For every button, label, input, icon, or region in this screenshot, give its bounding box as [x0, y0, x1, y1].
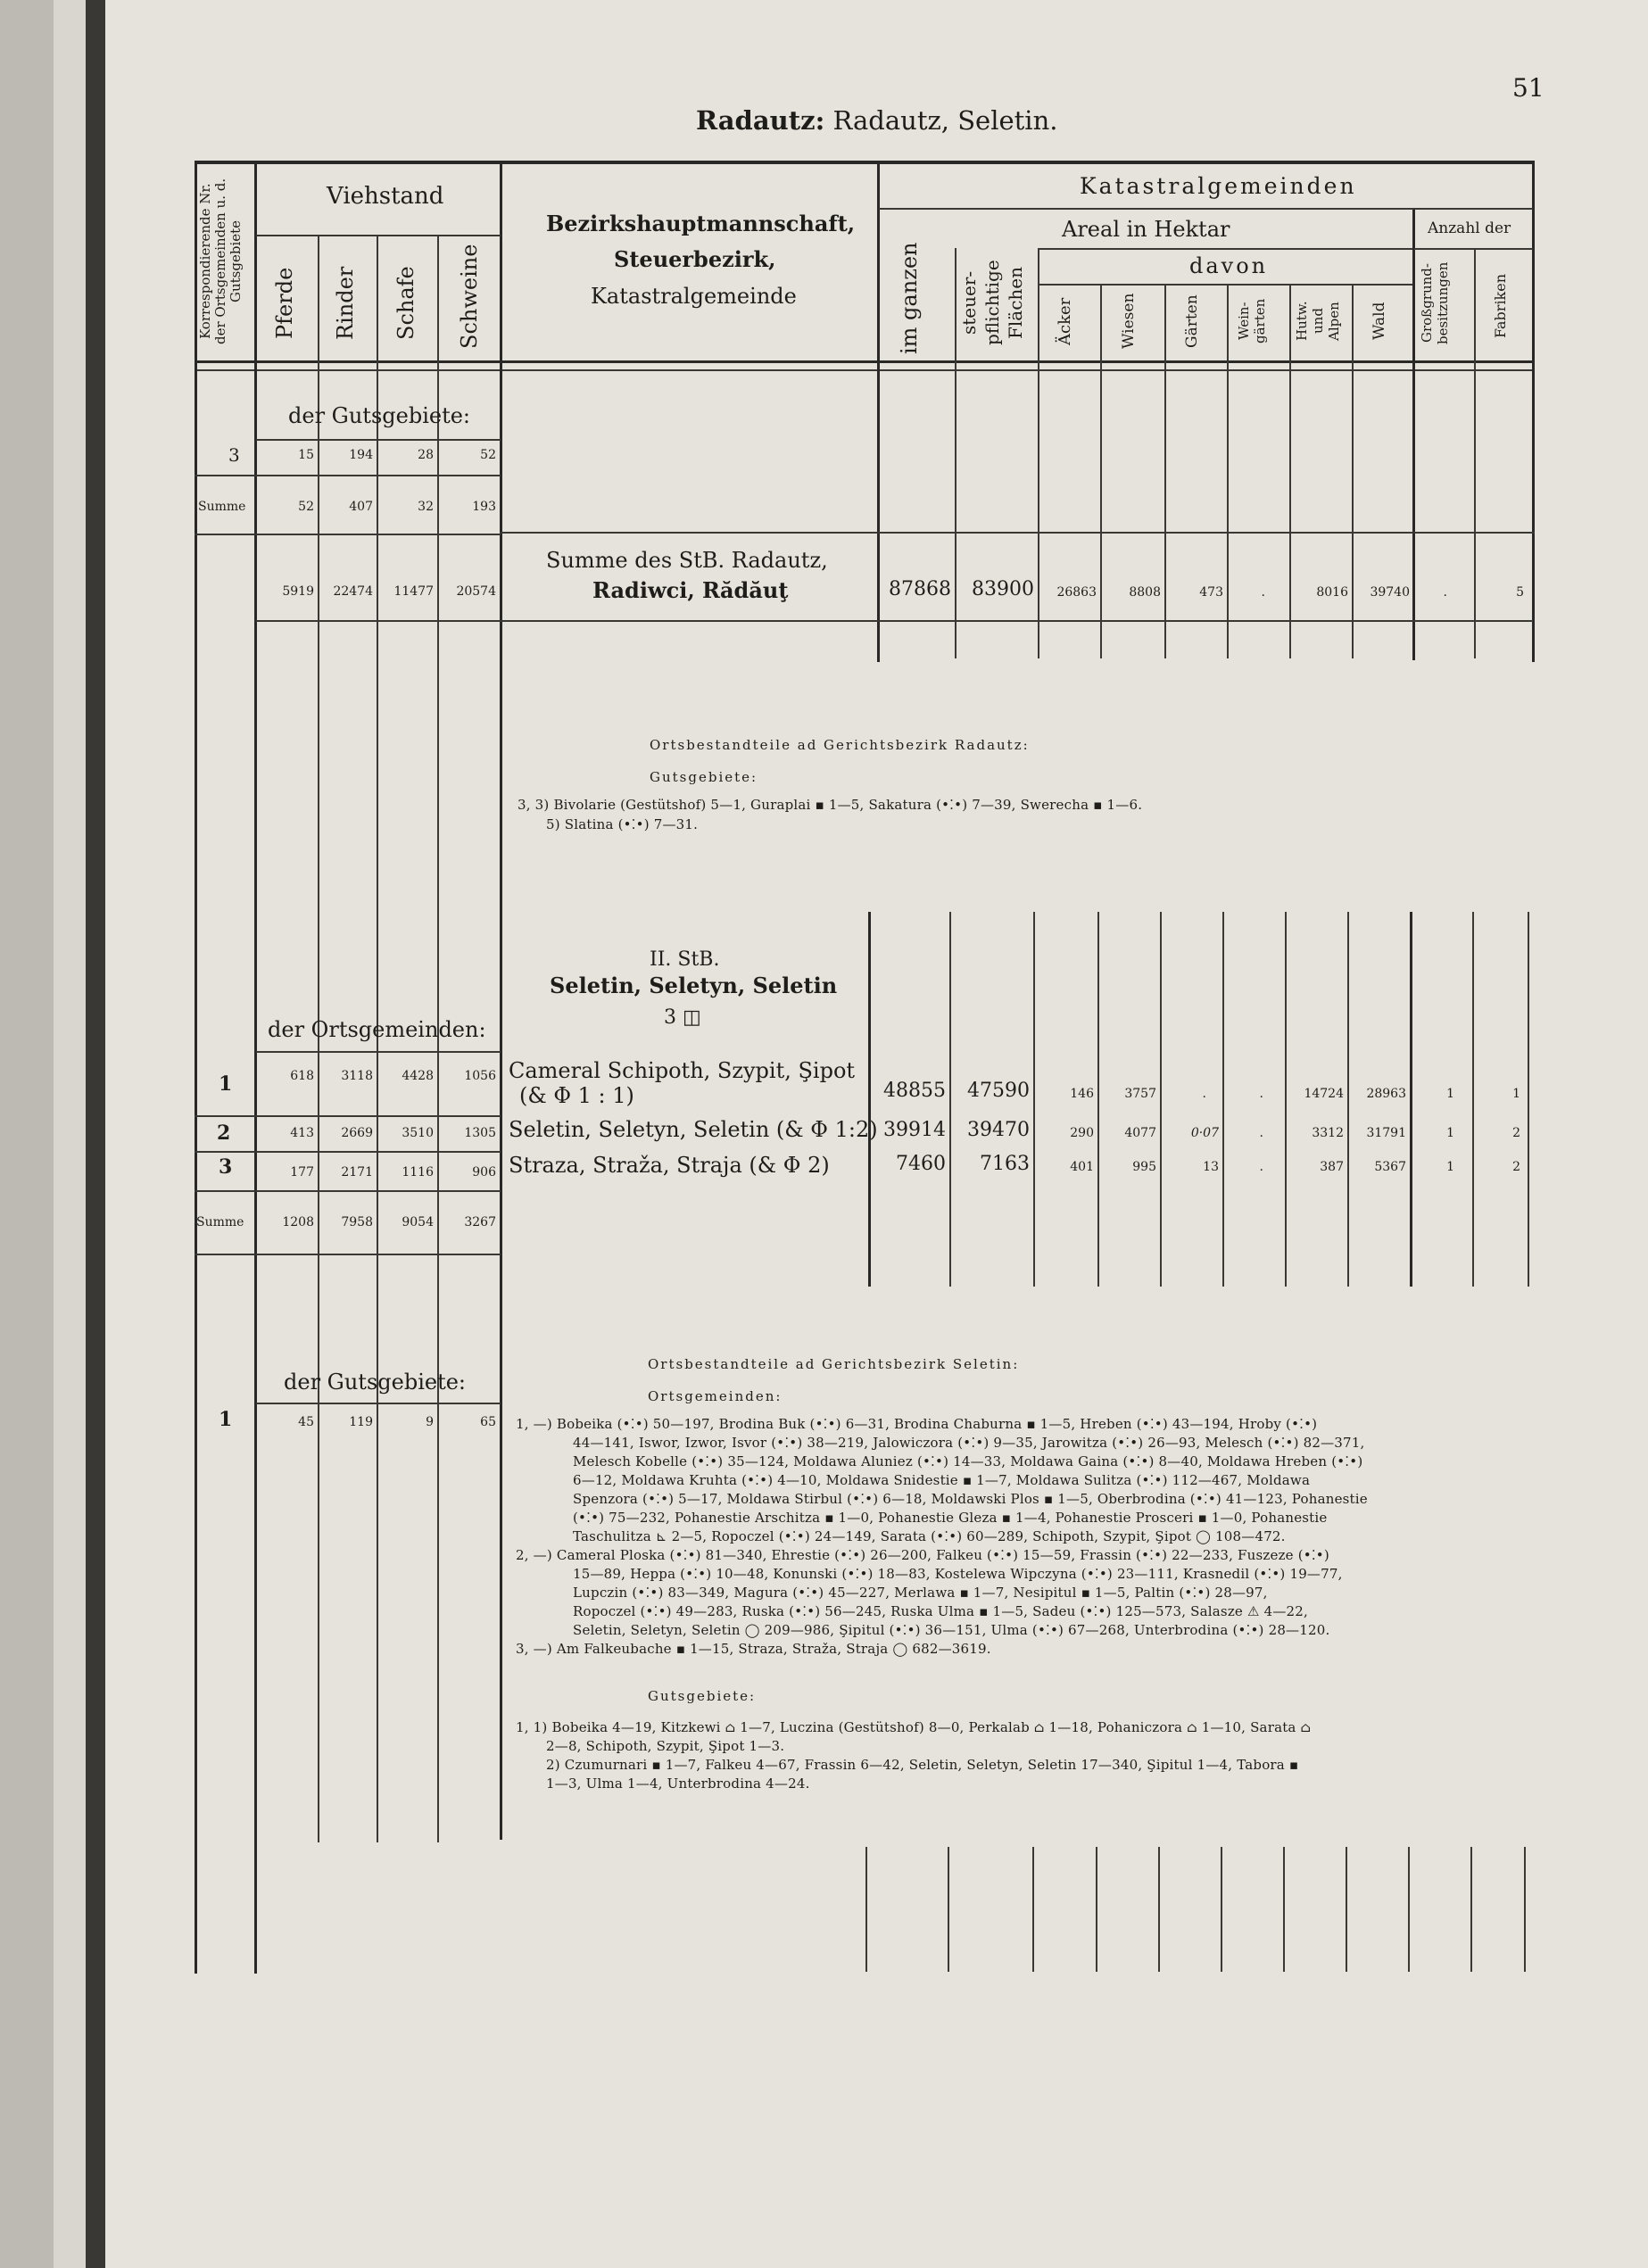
notes2-line: 1, —) Bobeika (•⁚•) 50—197, Brodina Buk (•⁚•) 6—31, Brodina Chaburna ▪ 1—5, Hreben (•⁚•) 43—194, Hroby (•⁚•) — [516, 1416, 1318, 1432]
s1-row3-rinder: 194 — [349, 448, 373, 462]
s2-r2-schweine: 1305 — [464, 1126, 496, 1140]
s2-r1-wald: 28963 — [1366, 1087, 1406, 1101]
vrule-nr — [254, 162, 257, 1974]
page-title-rest: Radautz, Seletin. — [832, 105, 1058, 136]
page-title — [696, 105, 1057, 136]
s2-r2-wald: 31791 — [1366, 1126, 1406, 1140]
s1-row3-schweine: 52 — [480, 448, 496, 462]
s2-r2-grossgrund: 1 — [1446, 1126, 1454, 1140]
kr-wald — [1352, 284, 1354, 658]
notes2-line: 3, —) Am Falkeubache ▪ 1—15, Straza, Straža, Straja ◯ 682—3619. — [516, 1641, 991, 1657]
s2-r1-name2: (& Φ 1 : 1) — [519, 1083, 634, 1108]
s1-stb-rinder: 22474 — [333, 584, 373, 599]
bottom-stub — [1221, 1847, 1222, 1972]
s2-r3-acker: 401 — [1070, 1160, 1094, 1174]
col-anzahl: Anzahl der — [1428, 219, 1511, 237]
s2-r3-gaerten: 13 — [1203, 1160, 1219, 1174]
vrule-name-right — [877, 162, 880, 662]
s1-row3-pferde: 15 — [298, 448, 314, 462]
notes2-heading: Ortsbestandteile ad Gerichtsbezirk Seletin: — [648, 1356, 1020, 1372]
s2-r3-grossgrund: 1 — [1446, 1160, 1454, 1174]
col-fabriken: Fabriken — [1492, 273, 1509, 338]
s2-r3-schafe: 1116 — [402, 1165, 434, 1180]
s2-summe-pferde: 1208 — [282, 1215, 314, 1229]
s2-summe-label: Summe — [196, 1215, 244, 1229]
col-steuerpfl: steuer- pflichtige Flächen — [958, 260, 1026, 346]
label-gutsgebiete-2: der Gutsgebiete: — [284, 1370, 466, 1395]
label-ortsgemeinden: der Ortsgemeinden: — [268, 1017, 486, 1042]
s2-r1-im-ganzen: 48855 — [883, 1080, 946, 1102]
bottom-stub — [1524, 1847, 1526, 1972]
col-pferde: Pferde — [272, 267, 297, 340]
notes2-line: Seletin, Seletyn, Seletin ◯ 209—986, Şipitul (•⁚•) 36—151, Ulma (•⁚•) 67—268, Unterbrodina (•⁚•) 28—120. — [573, 1622, 1330, 1638]
notes2-sub1: Ortsgemeinden: — [648, 1388, 783, 1404]
s1-stb-schweine: 20574 — [456, 584, 496, 599]
s2-r1-schweine: 1056 — [464, 1069, 496, 1083]
notes1-line2: 5) Slatina (•⁚•) 7—31. — [546, 816, 699, 832]
notes2-line: Taschulitza ⊾ 2—5, Ropoczel (•⁚•) 24—149, Sarata (•⁚•) 60—289, Schipoth, Szypit, Şipot ◯ 108—472. — [573, 1528, 1286, 1544]
col-acker: Äcker — [1056, 297, 1074, 345]
notes1-heading: Ortsbestandteile ad Gerichtsbezirk Radautz: — [650, 737, 1030, 753]
s2-summe-schafe: 9054 — [402, 1215, 434, 1229]
col-bezirk-2: Steuerbezirk, — [614, 246, 776, 272]
col-davon: davon — [1189, 253, 1269, 278]
s1-rule-name — [500, 532, 1535, 534]
s2-guts-rinder: 119 — [349, 1415, 373, 1429]
col-corr-nr: Korrespondierende Nr. der Ortsgemeinden u. d. Gutsgebiete — [197, 178, 244, 344]
s2-stb-2: Seletin, Seletyn, Seletin — [550, 973, 838, 998]
s1-stb-name-1: Summe des StB. Radautz, — [546, 548, 828, 573]
bottom-stub — [1283, 1847, 1285, 1972]
col-viehstand: Viehstand — [327, 183, 444, 210]
s2-r2-schafe: 3510 — [402, 1126, 434, 1140]
header-bottom-rule — [195, 360, 1535, 363]
kr-acker — [1038, 248, 1039, 658]
col-bezirk-1: Bezirkshauptmannschaft, — [546, 211, 856, 236]
notes2-line: Melesch Kobelle (•⁚•) 35—124, Moldawa Aluniez (•⁚•) 14—33, Moldawa Gaina (•⁚•) 8—40, Moldawa Hreben (•⁚•) — [573, 1453, 1363, 1469]
s1-stb-wiesen: 8808 — [1129, 585, 1161, 600]
s1-stb-hutw: 8016 — [1316, 585, 1348, 600]
s2-r2-steuerpfl: 39470 — [967, 1119, 1030, 1141]
s2-r1-acker: 146 — [1070, 1087, 1094, 1101]
s1-stb-schafe: 11477 — [393, 584, 434, 599]
s2-r2-acker: 290 — [1070, 1126, 1094, 1140]
s2-r3-fabriken: 2 — [1512, 1160, 1520, 1174]
s1-stb-grossgrund: . — [1443, 585, 1447, 600]
s2-r1-wein: . — [1259, 1087, 1263, 1101]
s1-stb-name-2: Radiwci, Rădăuţ — [592, 577, 789, 603]
s2-r3-nr: 3 — [219, 1155, 233, 1179]
col-schafe: Schafe — [393, 266, 418, 341]
notes2-line: (•⁚•) 75—232, Pohanestie Arschitza ▪ 1—0, Pohanestie Gleza ▪ 1—4, Pohanestie Prosceri ▪ 1—0, Pohanestie — [573, 1510, 1328, 1526]
col-schweine: Schweine — [457, 244, 482, 350]
notes2-sub2: Gutsgebiete: — [648, 1688, 757, 1704]
s1-stb-gaerten: 473 — [1199, 585, 1223, 600]
s2-stb-1: II. StB. — [650, 948, 720, 971]
bottom-stub — [1032, 1847, 1034, 1972]
col-im-ganzen: im ganzen — [897, 242, 922, 354]
s1-stb-im-ganzen: 87868 — [889, 578, 951, 600]
kr-wein — [1227, 284, 1229, 658]
notes2-line: 2, —) Cameral Ploska (•⁚•) 81—340, Ehrestie (•⁚•) 26—200, Falkeu (•⁚•) 15—59, Frassin (•⁚•) 22—233, Fuszeze (•⁚•) — [516, 1547, 1329, 1563]
binding-edge — [86, 0, 105, 2268]
s1-stb-acker: 26863 — [1056, 585, 1097, 600]
s2-r1-name1: Cameral Schipoth, Szypit, Şipot — [509, 1058, 856, 1083]
areal-header-rule — [1039, 248, 1414, 250]
s1-summe-label: Summe — [198, 500, 246, 514]
s1-stb-wein: . — [1261, 585, 1265, 600]
bottom-stub — [1470, 1847, 1472, 1972]
kr-wiesen — [1100, 284, 1102, 658]
col-rinder: Rinder — [333, 266, 358, 341]
notes2-guts-line: 2) Czumurnari ▪ 1—7, Falkeu 4—67, Frassin 6—42, Seletin, Seletyn, Seletin 17—340, Şipitul 1—4, Tabora ▪ — [546, 1757, 1299, 1773]
s2-r1-fabriken: 1 — [1512, 1087, 1520, 1101]
s2-r3-im-ganzen: 7460 — [896, 1153, 946, 1175]
s1-stb-wald: 39740 — [1370, 585, 1410, 600]
kr-steuer — [955, 248, 957, 658]
bottom-stub — [865, 1847, 867, 1972]
header-bottom-rule2 — [195, 369, 1535, 371]
s2-summe-schweine: 3267 — [464, 1215, 496, 1229]
notes2-guts-line: 1—3, Ulma 1—4, Unterbrodina 4—24. — [546, 1775, 810, 1792]
s2-r2-pferde: 413 — [290, 1126, 314, 1140]
s2-r2-name1: Seletin, Seletyn, Seletin (& Φ 1:2) — [509, 1117, 878, 1142]
notes2-line: Spenzora (•⁚•) 5—17, Moldawa Stirbul (•⁚•) 6—18, Moldawski Plos ▪ 1—5, Oberbrodina (•⁚•) 41—123, Pohanestie — [573, 1491, 1368, 1507]
s2-r1-gaerten: . — [1202, 1087, 1206, 1101]
s2-r3-schweine: 906 — [472, 1165, 496, 1180]
s2-r3-wiesen: 995 — [1132, 1160, 1156, 1174]
page-number: 51 — [1512, 73, 1544, 103]
s1-row3-schafe: 28 — [418, 448, 434, 462]
s2-r2-im-ganzen: 39914 — [883, 1119, 946, 1141]
vrule-kat-right — [1532, 162, 1535, 662]
s2-r2-hutw: 3312 — [1312, 1126, 1344, 1140]
s2-r2-nr: 2 — [217, 1122, 231, 1145]
notes2-guts-line: 2—8, Schipoth, Szypit, Şipot 1—3. — [546, 1738, 785, 1754]
s2-rule-c — [195, 1151, 501, 1153]
col-weingaerten: Wein- gärten — [1236, 298, 1268, 344]
s1-rule-c — [195, 534, 501, 535]
bottom-stub — [1408, 1847, 1410, 1972]
s1-summe-pferde: 52 — [298, 500, 314, 514]
s2-rule-b — [195, 1115, 501, 1117]
s2-r3-hutw: 387 — [1320, 1160, 1344, 1174]
s2-r1-schafe: 4428 — [402, 1069, 434, 1083]
s2-r1-pferde: 618 — [290, 1069, 314, 1083]
notes2-line: 44—141, Iswor, Izwor, Isvor (•⁚•) 38—219, Jalowiczora (•⁚•) 9—35, Jarowitza (•⁚•) 26—93, Melesch (•⁚•) 82—371, — [573, 1435, 1365, 1451]
col-grossgrund: Großgrund- besitzungen — [1419, 261, 1451, 345]
s1-row3-nr: 3 — [228, 444, 240, 466]
s2-r1-nr: 1 — [219, 1072, 233, 1096]
s1-summe-rinder: 407 — [349, 500, 373, 514]
col-wiesen: Wiesen — [1120, 293, 1138, 350]
s2-r1-steuerpfl: 47590 — [967, 1080, 1030, 1102]
s2-guts-schafe: 9 — [426, 1415, 434, 1429]
s2-guts-schweine: 65 — [480, 1415, 496, 1429]
notes2-line: 6—12, Moldawa Kruhta (•⁚•) 4—10, Moldawa Snidestie ▪ 1—7, Moldawa Sulitza (•⁚•) 112—467, Moldawa — [573, 1472, 1311, 1488]
s1-summe-schafe: 32 — [418, 500, 434, 514]
table-top-rule — [195, 161, 1535, 164]
s2-r2-fabriken: 2 — [1512, 1126, 1520, 1140]
label-gutsgebiete-1: der Gutsgebiete: — [288, 403, 470, 428]
vieh-header-rule — [256, 235, 501, 236]
s2-summe-rinder: 7958 — [341, 1215, 373, 1229]
vrule-left — [195, 162, 197, 1974]
s2-r3-steuerpfl: 7163 — [980, 1153, 1030, 1175]
notes1-line1: 3, 3) Bivolarie (Gestütshof) 5—1, Guraplai ▪ 1—5, Sakatura (•⁚•) 7—39, Swerecha ▪ 1—6. — [518, 797, 1143, 813]
s2-r3-name1: Straza, Straža, Straja (& Φ 2) — [509, 1153, 830, 1178]
s2-r3-rinder: 2171 — [341, 1165, 373, 1180]
s1-stb-fabriken: 5 — [1516, 585, 1524, 600]
notes2-guts-line: 1, 1) Bobeika 4—19, Kitzkewi ⌂ 1—7, Luczina (Gestütshof) 8—0, Perkalab ⌂ 1—18, Pohaniczora ⌂ 1—10, Sarata ⌂ — [516, 1719, 1312, 1735]
s2-r1-wiesen: 3757 — [1124, 1087, 1156, 1101]
kat-header-rule — [879, 208, 1533, 210]
s2-r3-wein: . — [1259, 1160, 1263, 1174]
kr-gaerten — [1164, 284, 1166, 658]
s2-r3-wald: 5367 — [1374, 1160, 1406, 1174]
notes1-sub: Gutsgebiete: — [650, 769, 758, 785]
s2-rule-e — [195, 1254, 501, 1255]
notes2-line: 15—89, Heppa (•⁚•) 10—48, Konunski (•⁚•) 18—83, Kostelewa Wipczyna (•⁚•) 23—111, Krasnedil (•⁚•) 19—77, — [573, 1566, 1343, 1582]
bottom-stub — [1096, 1847, 1097, 1972]
s1-rule-d — [256, 620, 1533, 622]
kr-fabriken — [1474, 248, 1476, 658]
col-gaerten: Gärten — [1183, 294, 1201, 348]
s2-guts-nr: 1 — [219, 1408, 233, 1431]
col-hutw: Hutw. und Alpen — [1294, 301, 1342, 342]
bottom-stub — [1346, 1847, 1347, 1972]
kr-hutw — [1289, 284, 1291, 658]
s2-r1-hutw: 14724 — [1304, 1087, 1344, 1101]
s1-summe-schweine: 193 — [472, 500, 496, 514]
bottom-stub — [948, 1847, 949, 1972]
col-bezirk-3: Katastralgemeinde — [591, 284, 797, 309]
col-areal: Areal in Hektar — [1062, 217, 1230, 242]
s2-r1-grossgrund: 1 — [1446, 1087, 1454, 1101]
k2-left — [868, 912, 871, 1287]
s2-stb-3: 3 ◫ — [664, 1006, 701, 1029]
col-wald: Wald — [1371, 302, 1388, 341]
s2-r2-gaerten: 0·07 — [1190, 1126, 1219, 1140]
s2-rule-d — [195, 1190, 501, 1192]
s2-rule-f — [256, 1403, 501, 1404]
col-katastral: Katastralgemeinden — [1080, 173, 1357, 199]
k2-right — [1528, 912, 1529, 1287]
s2-r3-pferde: 177 — [290, 1165, 314, 1180]
k2-steuer — [949, 912, 951, 1287]
s1-stb-steuerpfl: 83900 — [972, 578, 1034, 600]
s1-stb-pferde: 5919 — [282, 584, 314, 599]
s1-rule-a — [256, 439, 501, 441]
s2-r2-wein: . — [1259, 1126, 1263, 1140]
s2-guts-pferde: 45 — [298, 1415, 314, 1429]
page-title-bold: Radautz: — [696, 105, 825, 136]
notes2-line: Lupczin (•⁚•) 83—349, Magura (•⁚•) 45—227, Merlawa ▪ 1—7, Nesipitul ▪ 1—5, Paltin (•⁚•) 28—97, — [573, 1585, 1268, 1601]
notes2-line: Ropoczel (•⁚•) 49—283, Ruska (•⁚•) 56—245, Ruska Ulma ▪ 1—5, Sadeu (•⁚•) 125—573, Salasze ⚠ 4—22, — [573, 1603, 1308, 1619]
s2-r1-rinder: 3118 — [341, 1069, 373, 1083]
bottom-stub — [1158, 1847, 1160, 1972]
s2-r2-wiesen: 4077 — [1124, 1126, 1156, 1140]
s2-r2-rinder: 2669 — [341, 1126, 373, 1140]
s2-rule-a — [256, 1051, 501, 1053]
scan-margin — [0, 0, 54, 2268]
anzahl-rule — [1414, 248, 1533, 250]
s1-rule-b — [195, 475, 501, 476]
vrule-vieh-right — [500, 162, 502, 1840]
